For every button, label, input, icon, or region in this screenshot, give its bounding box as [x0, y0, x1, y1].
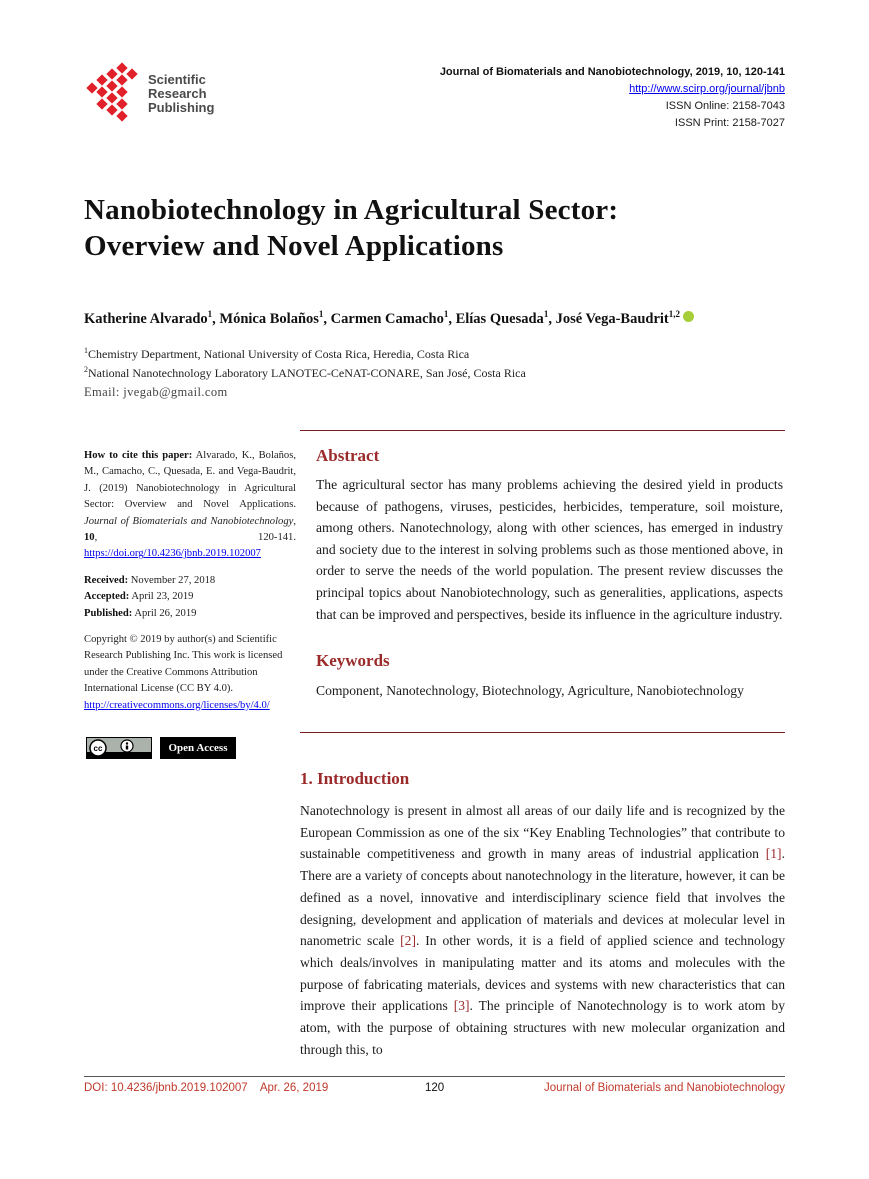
- footer-rule: [84, 1076, 785, 1077]
- issn-online: ISSN Online: 2158-7043: [665, 100, 785, 112]
- publisher-logo-icon: [86, 62, 146, 128]
- abstract-heading: Abstract: [316, 446, 380, 465]
- orcid-icon[interactable]: [683, 311, 694, 322]
- affiliation-2: $^2$National Nanotechnology Laboratory LANOTEC-CeNAT-CONARE, San José, Costa Rica: [84, 365, 526, 380]
- author-name: José Vega-Baudrit: [555, 310, 669, 327]
- journal-citation: Journal of Biomaterials and Nanobiotechnology, 2019, 10, 120-141: [439, 66, 785, 78]
- author-name: Carmen Camacho: [330, 310, 444, 327]
- author-name: Mónica Bolaños: [219, 310, 319, 327]
- footer-journal-name: Journal of Biomaterials and Nanobiotechnology: [543, 1082, 785, 1094]
- open-access-badge[interactable]: Open Access: [160, 737, 236, 759]
- article-title: Nanobiotechnology in Agricultural Sector: Overview and Novel Applications: [84, 194, 619, 262]
- keywords-text: Component, Nanotechnology, Biotechnology, Agriculture, Nanobiotechnology: [316, 683, 744, 698]
- license-link[interactable]: http://creativecommons.org/licenses/by/4.0/: [84, 699, 270, 711]
- sidebar-info: [84, 448, 296, 714]
- abstract-text: The agricultural sector has many problems achieving the desired yield in products because of pathogens, viruses, pesticides, herbicides, temperature, soil moisture, among others. Nanotechnology, along with other sciences, has emerged in industry and society due to the interest in solving problems such as those mentioned above, in order to serve the needs of the world population. The present review discusses the principal topics about Nanobiotechnology, such as generalities, applications, aspects that can be improved and perspectives, beside its influence in the agriculture industry.: [316, 477, 783, 622]
- corresponding-email: Email: jvegab@gmail.com: [84, 385, 228, 399]
- author-name: Katherine Alvarado: [84, 310, 208, 327]
- copyright-block: Copyright © 2019 by author(s) and Scientific Research Publishing Inc. This work is licensed under the Creative Commons Attribution International License (CC BY 4.0). http://creativecommons.org/licenses/by/4.0/: [84, 634, 283, 711]
- svg-text:cc: cc: [93, 744, 103, 753]
- issn-print: ISSN Print: 2158-7027: [674, 117, 785, 129]
- publisher-name: Scientific Research Publishing: [148, 72, 215, 115]
- citation-block: How to cite this paper: Alvarado, K., Bolaños, M., Camacho, C., Quesada, E. and Vega-Baudrit, J. (2019) Nanobiotechnology in Agricultural Sector: Overview and Novel Applications. Journal of Biomaterials and Nanobiotechnology, 10, 120-141. https://doi.org/10.4236/jbnb.2019.102007: [84, 450, 296, 560]
- keywords-heading: Keywords: [316, 651, 390, 670]
- journal-info: [440, 64, 785, 132]
- introduction-text: Nanotechnology is present in almost all areas of our daily life and is recognized by the European Commission as one of the six “Key Enabling Technologies” that contribute to sustainable competitiveness and growth in many areas of industrial application [1]. There are a variety of concepts about nanotechnology in the literature, however, it can be defined as a novel, innovative and interdisciplinary science field that involves the designing, development and application of materials and devices at molecular level in nanometric scale [2]. In other words, it is a field of applied science and technology which deals/involves in manipulating matter and its atoms and molecules with the purpose of fabricating materials, devices and systems with new characteristics that can improve their applications [3]. The principle of Nanotechnology is to work atom by atom, with the purpose of obtaining structures with new molecular organization and through this, to: [300, 803, 786, 1057]
- author-list: Katherine Alvarado$^1$, Mónica Bolaños$^1$, Carmen Camacho$^1$, Elías Quesada$^1$, José Vega-Baudrit$^{1,2}$: [84, 309, 694, 328]
- dates-block: Received: November 27, 2018 Accepted: April 23, 2019 Published: April 26, 2019: [84, 574, 216, 619]
- cc-by-icon: [87, 738, 151, 758]
- reference-link[interactable]: [2]: [400, 933, 416, 949]
- reference-link[interactable]: [3]: [453, 998, 470, 1014]
- author-name: Elías Quesada: [455, 310, 544, 327]
- footer-page-number: 120: [425, 1082, 445, 1094]
- footer-doi-date: DOI: 10.4236/jbnb.2019.102007 Apr. 26, 2019: [84, 1082, 329, 1094]
- abstract-top-rule: [300, 430, 785, 431]
- affiliation-1: $^1$Chemistry Department, National University of Costa Rica, Heredia, Costa Rica: [84, 346, 470, 361]
- publisher-logo: [86, 62, 226, 128]
- cc-by-badge[interactable]: [86, 737, 152, 759]
- reference-link[interactable]: [1]: [765, 846, 782, 862]
- license-badges: [86, 737, 238, 759]
- introduction-heading: 1. Introduction: [300, 769, 410, 788]
- doi-link[interactable]: https://doi.org/10.4236/jbnb.2019.102007: [84, 548, 261, 560]
- journal-url-link[interactable]: http://www.scirp.org/journal/jbnb: [629, 83, 785, 95]
- abstract-bottom-rule: [300, 732, 785, 733]
